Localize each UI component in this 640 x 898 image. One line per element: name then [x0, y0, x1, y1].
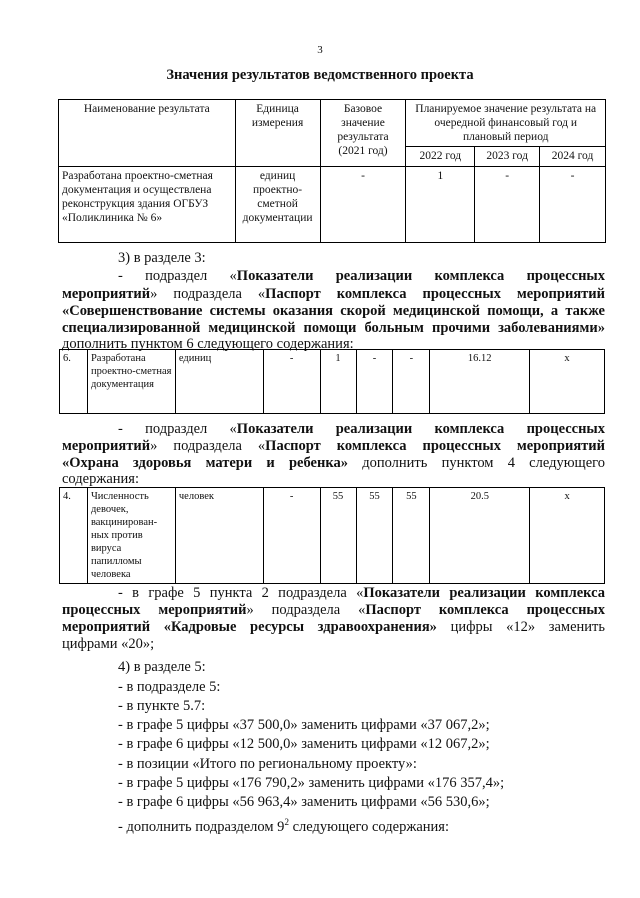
list-item: - в графе 6 цифры «56 963,4» заменить цифрами «56 530,6»; — [118, 794, 490, 810]
header-planned: Планируемое значение результата на очередной финансовый год и плановый период — [406, 100, 606, 147]
cell: 6. — [60, 350, 88, 414]
cell: x — [530, 350, 605, 414]
paragraph-1-line1: - подраздел «Показатели реализации комплекса процессных — [118, 268, 606, 284]
cell-base: - — [320, 167, 406, 243]
cell-unit: единиц проектно-сметной документации — [235, 167, 320, 243]
results-table — [58, 99, 606, 243]
list-item: - в пункте 5.7: — [118, 698, 206, 714]
cell: Численность девочек, вакцинирован-ных против вируса папилломы человека — [87, 488, 175, 584]
item-4-table — [59, 487, 605, 584]
cell: 16.12 — [430, 350, 530, 414]
paragraph-2-line3: «Охрана здоровья матери и ребенка» дополнить пунктом 4 следующего — [62, 455, 605, 471]
cell: 20.5 — [430, 488, 530, 584]
paragraph-1-line3: «Совершенствование системы оказания скорой медицинской помощи, а также — [62, 303, 605, 319]
section3-heading: 3) в разделе 3: — [118, 250, 206, 266]
list-item: - в графе 6 цифры «12 500,0» заменить цифрами «12 067,2»; — [118, 736, 490, 752]
paragraph-3-line2: процессных мероприятий» подраздела «Паспорт комплекса процессных — [62, 602, 605, 618]
paragraph-3-line4: цифрами «20»; — [62, 636, 155, 652]
cell: 1 — [320, 350, 356, 414]
page-title: Значения результатов ведомственного проекта — [166, 67, 474, 83]
cell: 55 — [320, 488, 356, 584]
header-2022: 2022 год — [406, 147, 475, 167]
cell: Разработана проектно-сметная документация — [87, 350, 175, 414]
cell: 55 — [356, 488, 393, 584]
cell: человек — [175, 488, 263, 584]
cell: - — [356, 350, 393, 414]
cell: 4. — [60, 488, 88, 584]
cell: x — [530, 488, 605, 584]
list-item-last: - дополнить подразделом $9^2$ следующего содержания: — [118, 817, 450, 835]
paragraph-2-line4: содержания: — [62, 471, 140, 487]
header-base: Базовое значение результата (2021 год) — [320, 100, 406, 167]
list-item: 4) в разделе 5: — [118, 659, 206, 675]
table-row — [59, 167, 606, 243]
list-item: - в графе 5 цифры «37 500,0» заменить цифрами «37 067,2»; — [118, 717, 490, 733]
paragraph-3-line3: мероприятий «Кадровые ресурсы здравоохранения» цифры «12» заменить — [62, 619, 606, 635]
table-row — [60, 488, 605, 584]
list-item: - в подразделе 5: — [118, 679, 221, 695]
table-row — [60, 350, 605, 414]
list-item: - в графе 5 цифры «176 790,2» заменить цифрами «176 357,4»; — [118, 775, 505, 791]
list-item: - в позиции «Итого по региональному проекту»: — [118, 756, 417, 772]
header-2023: 2023 год — [475, 147, 540, 167]
cell: - — [263, 350, 320, 414]
page-number: 3 — [317, 44, 323, 56]
paragraph-1-line2: мероприятий» подраздела «Паспорт комплекса процессных мероприятий — [62, 286, 606, 302]
cell-2024: - — [540, 167, 606, 243]
header-2024: 2024 год — [540, 147, 606, 167]
paragraph-2-line1: - подраздел «Показатели реализации комплекса процессных — [118, 421, 606, 437]
header-name: Наименование результата — [59, 100, 236, 167]
cell: 55 — [393, 488, 430, 584]
paragraph-2-line2: мероприятий» подраздела «Паспорт комплекса процессных мероприятий — [62, 438, 606, 454]
cell: единиц — [175, 350, 263, 414]
cell: - — [263, 488, 320, 584]
cell-2022: 1 — [406, 167, 475, 243]
cell-2023: - — [475, 167, 540, 243]
item-6-table — [59, 349, 605, 414]
header-unit: Единица измерения — [235, 100, 320, 167]
cell: - — [393, 350, 430, 414]
paragraph-1-line5: дополнить пунктом 6 следующего содержания: — [62, 336, 354, 352]
paragraph-3-line1: - в графе 5 пункта 2 подраздела «Показатели реализации комплекса — [118, 585, 605, 601]
cell-name: Разработана проектно-сметная документация и осуществлена реконструкция здания ОГБУЗ «Поликлиника № 6» — [59, 167, 236, 243]
paragraph-1-line4: специализированной медицинской помощи больным прочими заболеваниями» — [62, 320, 605, 336]
